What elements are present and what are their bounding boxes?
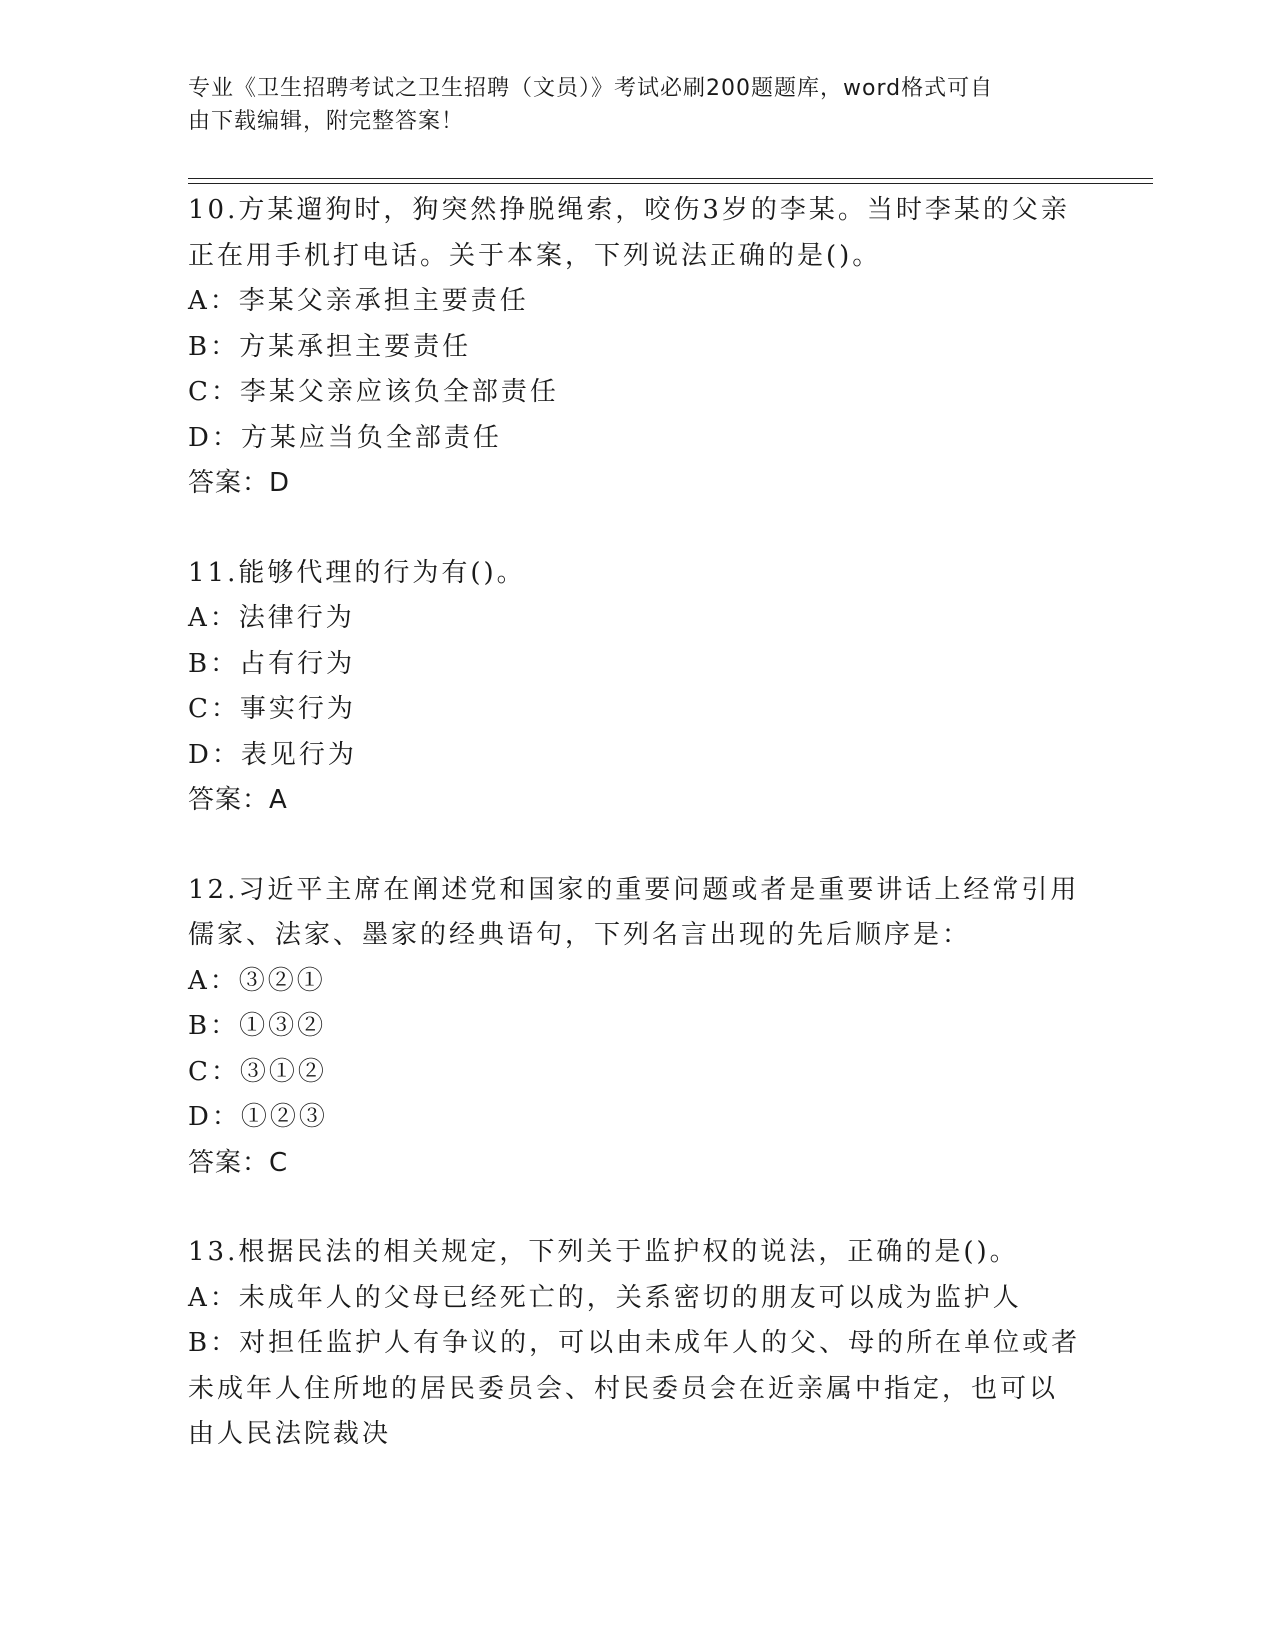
question-text-line: 10.方某遛狗时，狗突然挣脱绳索，咬伤3岁的李某。当时李某的父亲 <box>188 195 1070 225</box>
option-c: C：③①② <box>188 1056 327 1087</box>
question-text-line: 12.习近平主席在阐述党和国家的重要问题或者是重要讲话上经常引用 <box>188 874 1080 905</box>
header-divider-bottom <box>188 183 1153 184</box>
question-text-line: 正在用手机打电话。关于本案，下列说法正确的是()。 <box>188 240 882 271</box>
question-list <box>188 188 1088 1502</box>
document-header <box>188 72 1068 138</box>
option-a: A：法律行为 <box>188 603 355 633</box>
header-divider-top <box>188 178 1153 179</box>
option-d: D：①②③ <box>188 1102 328 1132</box>
question-12 <box>188 868 1088 1187</box>
option-c: C：李某父亲应该负全部责任 <box>188 377 559 407</box>
option-a: A：③②① <box>188 965 326 996</box>
question-text-line: 11.能够代理的行为有()。 <box>188 557 526 588</box>
question-text-line: 儒家、法家、墨家的经典语句，下列名言出现的先后顺序是： <box>188 920 972 950</box>
option-a: A：未成年人的父母已经死亡的，关系密切的朋友可以成为监护人 <box>188 1282 1022 1313</box>
question-10 <box>188 188 1088 507</box>
option-c: C：事实行为 <box>188 694 356 724</box>
question-text-line: 13.根据民法的相关规定，下列关于监护权的说法，正确的是()。 <box>188 1237 1019 1267</box>
header-line-1: 专业《卫生招聘考试之卫生招聘（文员）》考试必刷200题题库，word格式可自 <box>188 76 994 101</box>
option-b: B：对担任监护人有争议的，可以由未成年人的父、母的所在单位或者 <box>188 1328 1081 1358</box>
question-13 <box>188 1230 1088 1458</box>
option-d: D：表见行为 <box>188 739 357 770</box>
option-b: B：①③② <box>188 1011 327 1041</box>
answer-label: 答案：C <box>188 1147 289 1178</box>
answer-label: 答案：D <box>188 468 291 498</box>
option-b: B：占有行为 <box>188 648 356 679</box>
option-b: B：方某承担主要责任 <box>188 331 472 362</box>
option-d: D：方某应当负全部责任 <box>188 422 502 453</box>
question-11 <box>188 551 1088 824</box>
option-b-continued: 由人民法院裁决 <box>188 1419 392 1449</box>
option-b-continued: 未成年人住所地的居民委员会、村民委员会在近亲属中指定，也可以 <box>188 1373 1059 1404</box>
answer-label: 答案：A <box>188 785 288 815</box>
header-line-2: 由下载编辑，附完整答案！ <box>188 109 465 134</box>
option-a: A：李某父亲承担主要责任 <box>188 286 529 316</box>
